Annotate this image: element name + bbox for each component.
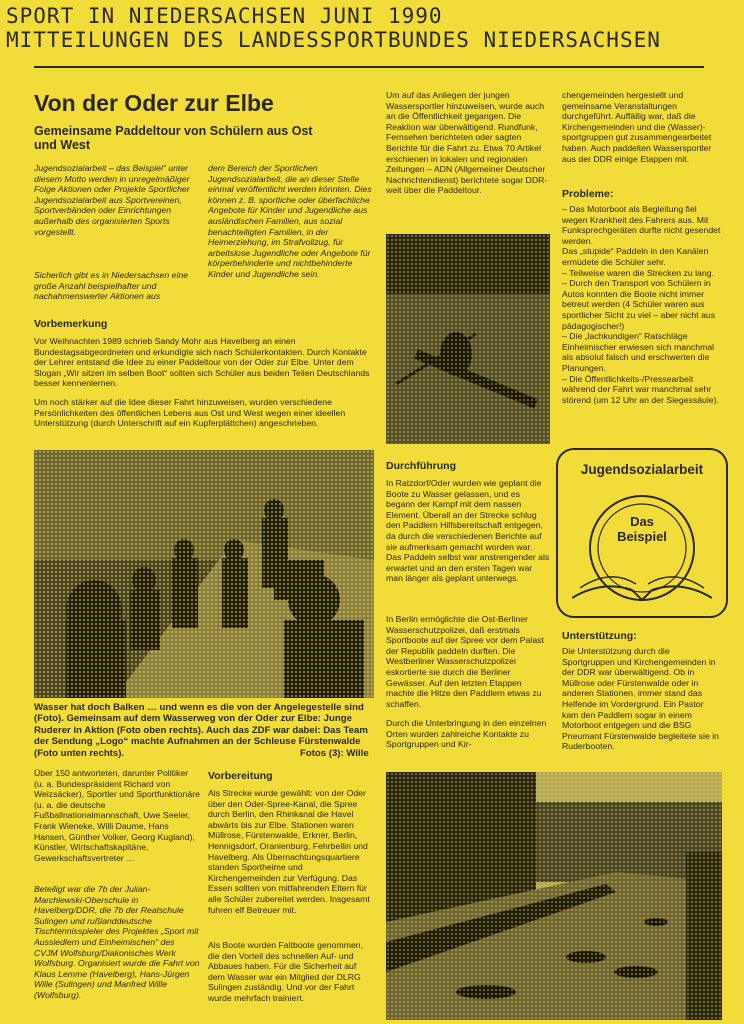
cooperation-paragraph: chengemeinden hergestellt und gemeinsame Veranstaltungen durchgeführt. Auffällig war, daß die Kirchengemeinden und die (Wasser)-sportgruppen gut zusammengearbeitet haben. Auch paddelten Wassersportler aus der DDR einige Etappen mit. [562,90,712,164]
durchfuehrung-paragraph-2: In Berlin ermöglichte die Ost-Berliner Wasserschutzpolizei, daß erstmals Sportboote auf der Spree vor dem Palast der Republik paddeln durften. Die Westberliner Wasserschutzpolizei eskortierte sie durch die Berliner Gewässer. Auf den letzten Etappen machte die Hitze den Paddlern etwas zu schaffen. [386,614,544,709]
lock-photo [386,772,722,1020]
logo-line-das: Das [630,514,654,529]
vorbereitung-paragraph-1: Als Strecke wurde gewählt: von der Oder über den Oder-Spree-Kanal, die Spree durch Berlin, den Rhinkanal die Havel abwärts bis zur Elbe. Stationen waren Müllrose, Fürstenwalde, Erkner, Berlin, Hennigsdorf, Oranienburg, Fehrbellin und Havelberg. Als Übernachtungsquartiere standen Sportheime und Kirchengemeinden zur Verfügung. Das Essen sollten von mitfahrenden Eltern für alle Schüler zubereitet werden. Insgesamt fuhren elf Betreuer mit. [208,788,370,915]
intro-left-2: Sicherlich gibt es in Niedersachsen eine große Anzahl beispielhafter und nachahmenswerter Aktionen aus [34,270,189,302]
probleme-list: – Das Motorboot als Begleitung fiel wegen Krankheit des Fahrers aus. Mit Funksprechgeräten durfte nicht gesendet werden. Das „stupide“ Paddeln in den Kanälen ermüdete die Schüler sehr. – Teilweise waren die Strecken zu lang. – Durch den Transport von Schülern in Autos konnten die Boote nicht immer betreut werden (4 Schüler waren aus sportlicher Sicht zu viel – aber nicht aus pädagogischer!) – Die „lachkundigen“ Ratschläge Einheimischer erwiesen sich manchmal als absolut falsch und erschwerten die Planungen. – Die Öffentlichkeits-/Pressearbeit während der Fahrt war manchmal sehr störend (um 12 Uhr an der Siegessäule). [562,204,721,405]
unterstuetzung-heading: Unterstützung: [562,630,637,642]
jugendsozialarbeit-logo [556,448,728,618]
participants-paragraph: Beteiligt war die 7b der Julian-Marchlewski-Oberschule in Havelberg/DDR, die 7b der Realschule Sulingen und rußlanddeutsche Tischtennisspieler des Projektes „Sport mit Aussiedlern und Einheimischen“ des CVJM Wolfsburg/Diakonisches Werk Wolfsburg. Organisiert wurde die Fahrt von Klaus Lemme (Havelberg), Hans-Jürgen Wille (Sulingen) und Manfred Wille (Wolfsburg). [34,884,200,1000]
photo-caption: Wasser hat doch Balken … und wenn es die von der Angelegestelle sind (Foto). Gemeinsam auf dem Wasserweg von der Oder zur Elbe: Junge Ruderer in Aktion (Foto oben rechts). Auch das ZDF war dabei: Das Team der Sendung „Logo“ machte Aufnahmen an der Schleuse Fürstenwalde (Foto unten rechts). [34,702,368,759]
durchfuehrung-heading: Durchführung [386,460,456,472]
masthead-line2: MITTEILUNGEN DES LANDESSPORTBUNDES NIEDERSACHSEN [6,28,661,52]
logo-line-beispiel: Beispiel [617,529,667,544]
logo-subtitle [558,514,726,544]
article-subtitle: Gemeinsame Paddeltour von Schülern aus Ost und West [34,124,313,152]
unterstuetzung-paragraph: Die Unterstützung durch die Sportgruppen und Kirchengemeinden in der DDR war überwältigend. Ob in Müllrose oder Fürstenwalde oder in anderen Stationen, immer stand das Helfende im Vordergrund. Ein Pastor kam den Paddlern sogar in einem Motorboot entgegen und die BSG Pneumant Fürstenwalde begleitete sie in Ruderbooten. [562,646,719,752]
vorbemerkung-heading: Vorbemerkung [34,318,108,330]
masthead-line1: SPORT IN NIEDERSACHSEN JUNI 1990 [6,4,443,28]
vorbereitung-heading: Vorbereitung [208,770,273,782]
rowing-photo [386,234,550,444]
intro-right: dem Bereich der Sportlichen Jugendsozialarbeit, die an dieser Stelle einmal veröffentlicht werden könnten. Dies können z. B. sportliche oder überfachliche Angebote für Kinder und Jugendliche aus ausländischen Familien, aus sozial benachteiligten Familien, in der Heimerziehung, im Strafvollzug, für arbeitslose Jugendliche oder Angebote für körperbehinderte und nichtbehinderte Kinder und Jugendliche sein. [208,163,372,279]
vorbemerkung-paragraph-1: Vor Weihnachten 1989 schrieb Sandy Mohr aus Havelberg an einen Bundestagsabgeordneten und erkundigte sich nach Schülerkontakten. Durch Kontakte der Lehrer entstand die Idee zu einer Paddeltour von der Oder zur Elbe. Unter dem Slogan „Wir sitzen im selben Boot“ sollten sich Schüler aus beiden Teilen Deutschlands besser kennenlernen. [34,336,370,389]
logo-title: Jugendsozialarbeit [580,462,704,477]
publicity-paragraph: Um auf das Anliegen der jungen Wassersportler hinzuweisen, wurde auch an die Öffentlichkeit gegangen. Die Reaktion war überwältigend. Rundfunk, Fernsehen berichteten oder sagten Berichte für die Fahrt zu. Etwa 70 Artikel erschienen in lokalen und regionalen Zeitungen – ADN (Allgemeiner Deutscher Nachrichtendienst) berichtete sogar DDR-weit über die Paddeltour. [386,90,548,196]
vorbereitung-paragraph-2: Als Boote wurden Faltboote genommen, die den Vorteil des schnellen Auf- und Abbaues haben. Für die Sicherheit auf dem Wasser war ein Mitglied der DLRG Sulingen zuständig. Und vor der Fahrt wurde mehrfach trainiert. [208,940,364,1003]
durchfuehrung-paragraph-3: Durch die Unterbringung in den einzelnen Orten wurden zahlreiche Kontakte zu Sportgruppen und Kir- [386,718,547,750]
globe-hands-icon [572,480,712,610]
supporters-paragraph: Über 150 antworteten, darunter Politiker (u. a. Bundespräsident Richard von Weizsäcker), Sportler und Sportfunktionäre (u. a. die deutsche Fußballnationalmannschaft, Uwe Seeler, Frank Wieneke, Willi Daume, Hans Hansen, Günther Volker, Georg Kugland), Künstler, Wirtschaftskapitäne, Gewerkschaftsvertreter … [34,768,200,863]
jetty-photo [34,450,374,698]
article-title: Von der Oder zur Elbe [34,90,274,116]
intro-left: Jugendsozialarbeit – das Beispiel“ unter diesem Motto werden in unregelmäßiger Folge Aktionen oder Projekte Sportlicher Jugendsozialarbeit aus Sportvereinen, Sportverbänden oder Einrichtungen außerhalb des organisierten Sports vorgestellt. [34,163,190,237]
probleme-heading: Probleme: [562,188,614,200]
durchfuehrung-paragraph-1: In Ratzdorf/Oder wurden wie geplant die Boote zu Wasser gelassen, und es begann der Kampf mit dem nassen Element. Überall an der Strecke schlug den Paddlern Hilfsbereitschaft entgegen, da durch die verschiedenen Berichte auf sie aufmerksam gemacht worden war. Das Paddeln selbst war anstrengender als erwartet und an den ersten Tagen war man länger als geplant unterwegs. [386,478,550,584]
masthead-divider [34,66,704,68]
vorbemerkung-paragraph-2: Um noch stärker auf die Idee dieser Fahrt hinzuweisen, wurden verschiedene Persönlichkeiten des öffentlichen Lebens aus Ost und West wegen einer ideellen Unterstützung (durch Unterschrift auf ein Kupferplättchen) angeschrieben. [34,397,346,429]
photo-credit: Fotos (3): Wille [300,748,369,759]
